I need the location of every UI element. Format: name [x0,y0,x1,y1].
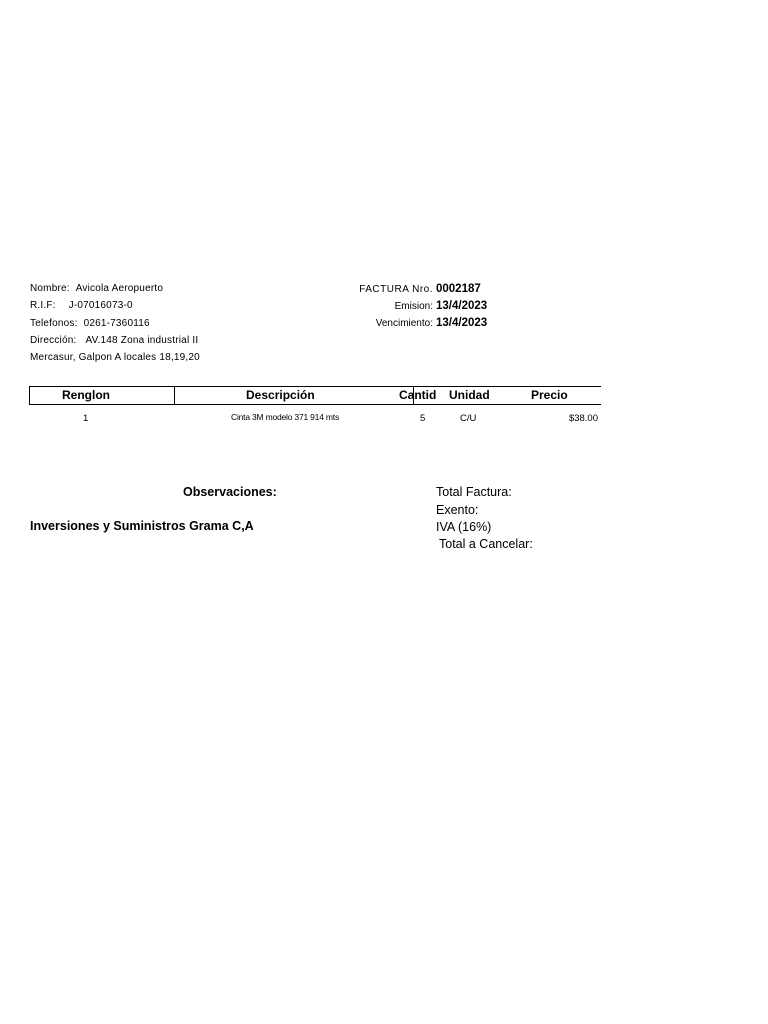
total-cancelar-label: Total a Cancelar: [439,537,533,551]
client-rif-label: R.I.F: [30,300,56,311]
items-table-header [29,386,601,405]
issue-date-label: Emision: [394,301,433,312]
client-name-row [30,283,163,294]
observations-label: Observaciones: [183,485,277,499]
due-date-value: 13/4/2023 [436,317,488,329]
client-name-value: Avicola Aeropuerto [75,283,164,294]
client-address-row [30,335,198,346]
invoice-number-label: FACTURA Nro. [359,284,433,295]
client-phone-label: Telefonos: [30,318,78,329]
row-precio: $38.00 [568,413,598,424]
header-unidad: Unidad [449,388,490,402]
client-rif-row [30,300,133,311]
company-name: Inversiones y Suministros Grama C,A [30,519,254,533]
issue-date-value: 13/4/2023 [436,300,488,312]
row-unidad: C/U [460,413,477,424]
invoice-number-value: 0002187 [436,283,481,295]
header-descripcion: Descripción [246,388,315,402]
client-address-label: Dirección: [30,335,77,346]
row-renglon: 1 [83,413,89,424]
total-factura-label: Total Factura: [436,485,512,499]
header-precio: Precio [531,388,568,402]
header-cantidad: Cantid [399,388,437,402]
client-address-line2: Mercasur, Galpon A locales 18,19,20 [30,352,200,363]
client-phone-value: 0261-7360116 [83,318,150,329]
client-address-value: AV.148 Zona industrial II [85,335,199,346]
iva-label: IVA (16%) [436,520,492,534]
due-date-label: Vencimiento: [375,318,433,329]
client-name-label: Nombre: [30,283,70,294]
exento-label: Exento: [436,503,479,517]
header-renglon: Renglon [62,388,110,402]
column-divider [174,387,175,404]
client-rif-value: J-07016073-0 [68,300,133,311]
client-phone-row [30,318,150,329]
row-cantidad: 5 [420,413,426,424]
row-descripcion: Cinta 3M modelo 371 914 mts [231,412,339,422]
